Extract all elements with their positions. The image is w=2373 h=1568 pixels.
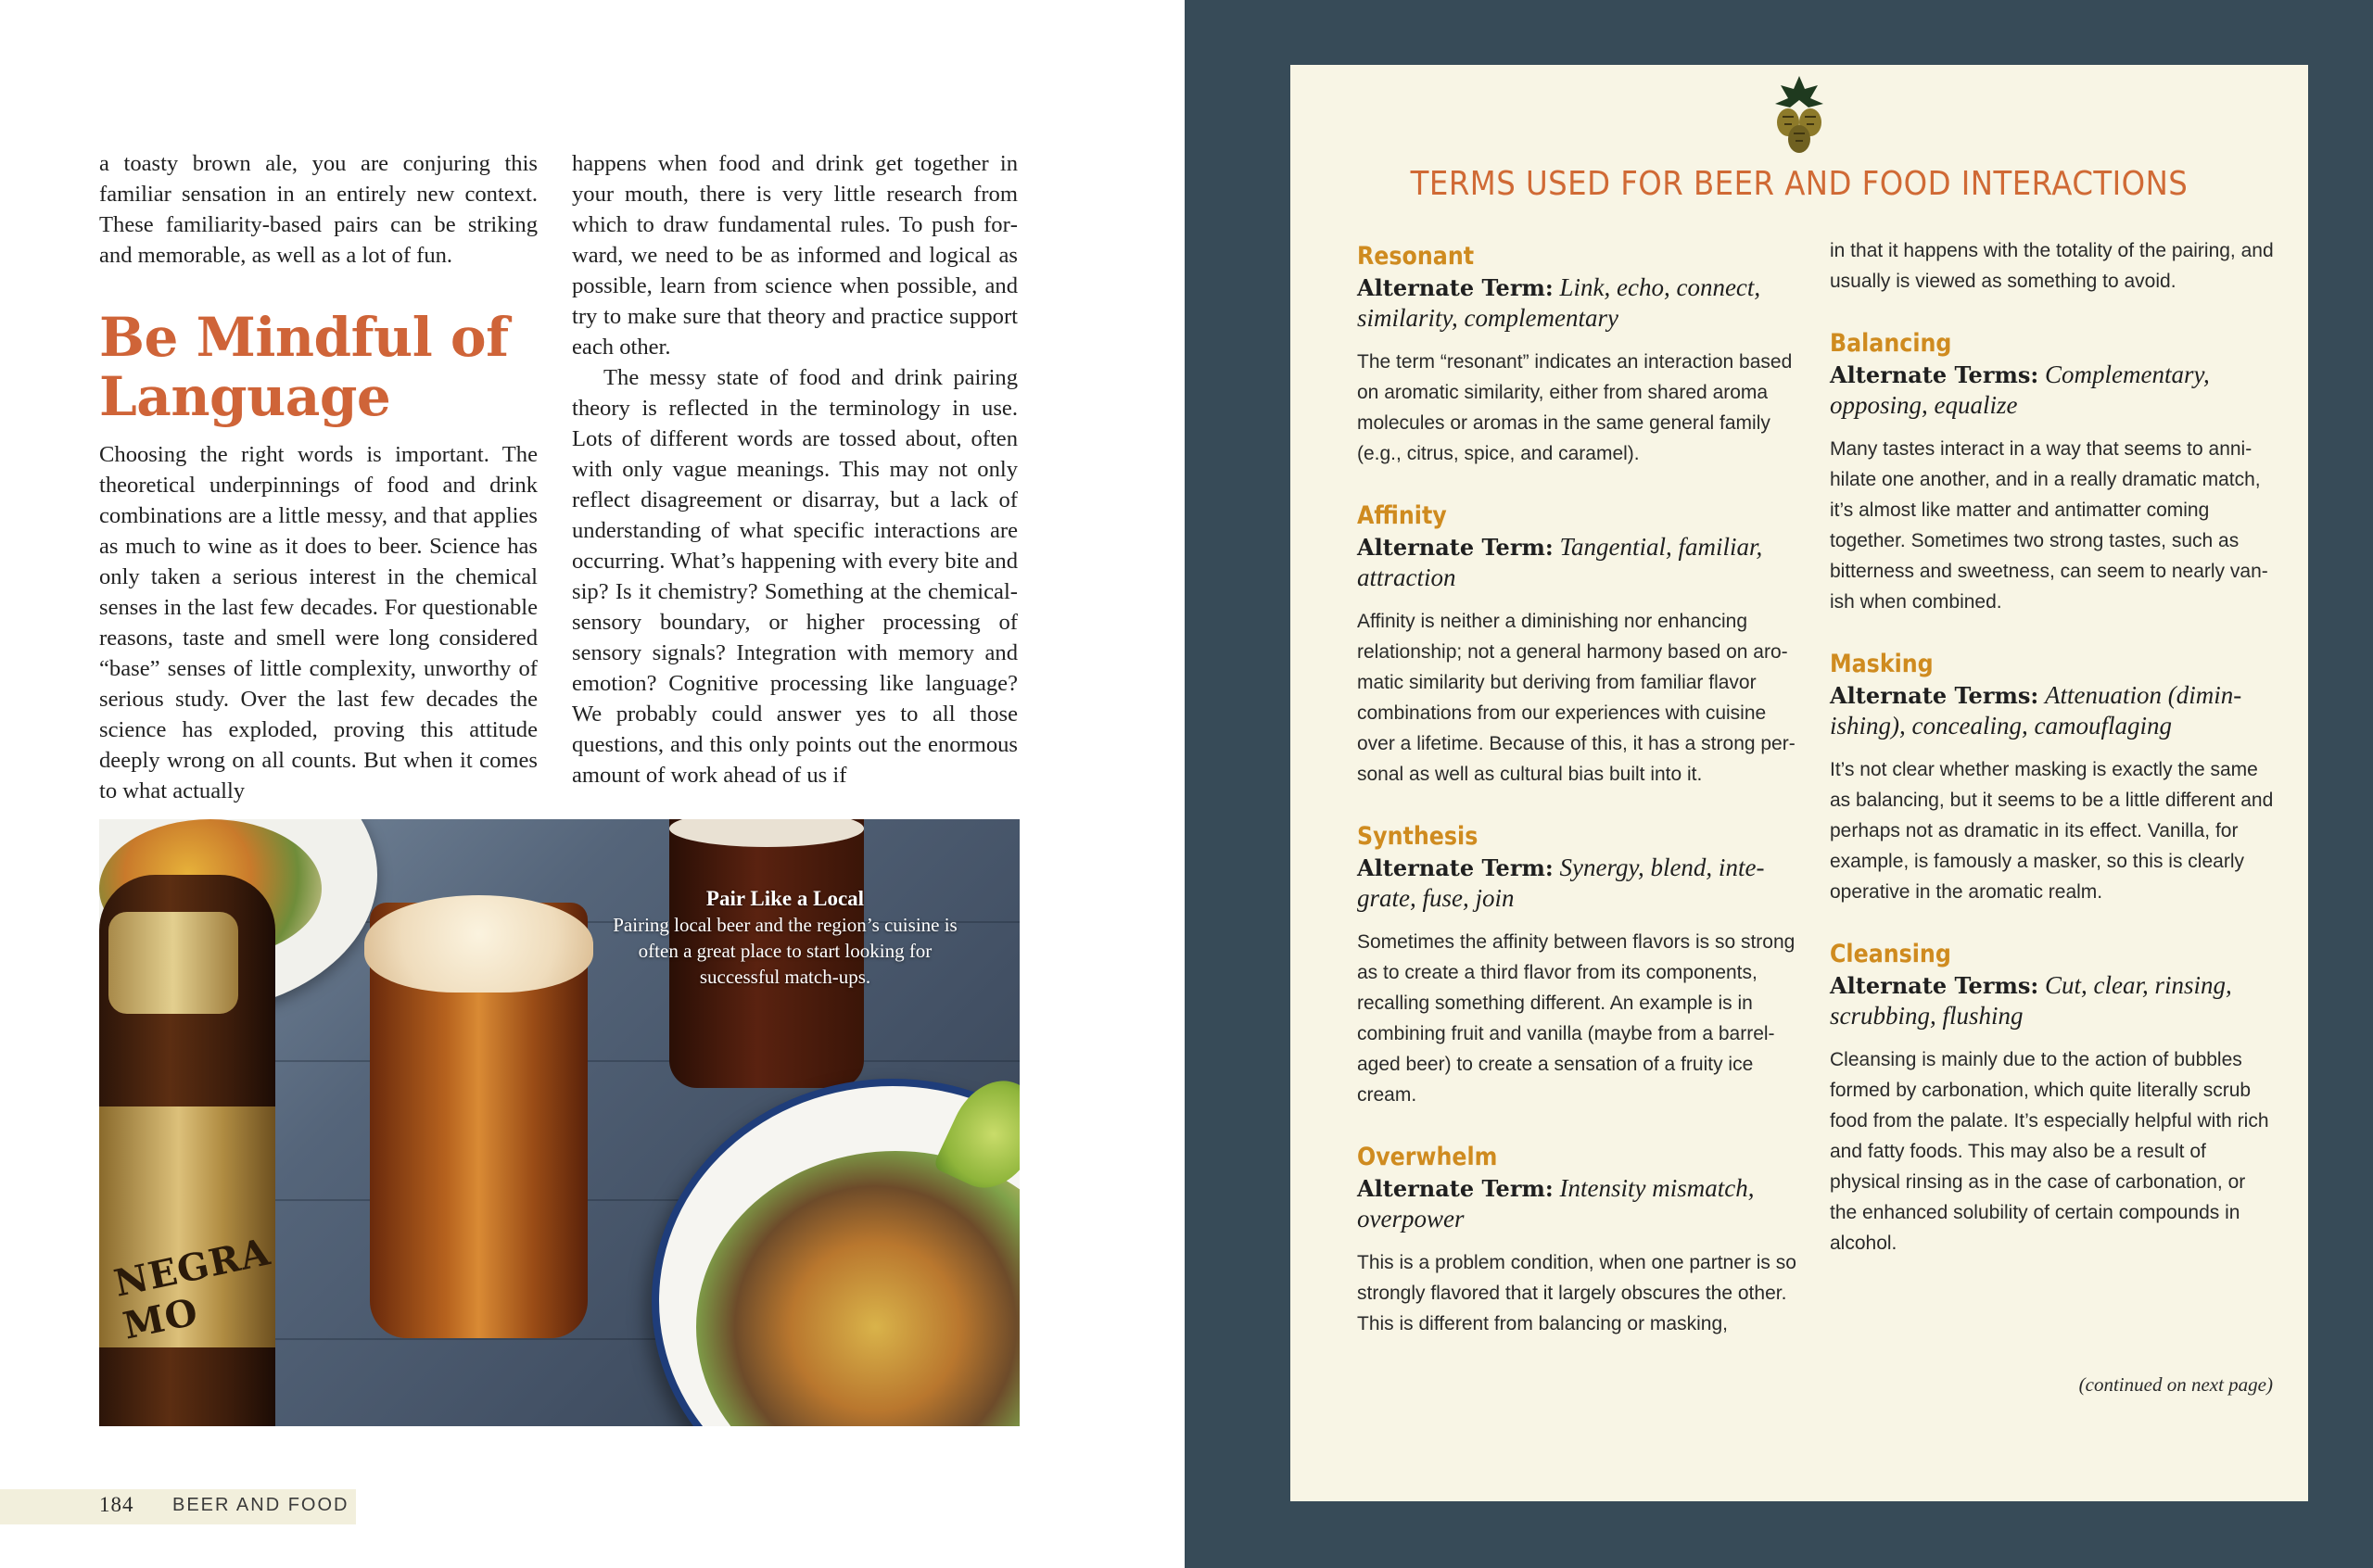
taco-food (696, 1151, 1020, 1426)
term-name: Resonant (1357, 242, 1475, 271)
body-paragraph: The messy state of food and drink pairing theory is reflected in the terminology in use. Lots of different words are tossed about, often with only vague meanings. This may not only reflect disagreement or disarray, but a lack of understanding of what specific interactions are occurring. What’s happening with every bite and sip? Is it chemistry? Something at the chemical-sensory boundary, or higher processing of sensory signals? Integration with memory and emotion? Cognitive processing like language? We probably could answer yes to all those questions, and this only points out the enormous amount of work ahead of us if (572, 365, 1018, 788)
terms-column-1 (1357, 241, 1802, 1371)
beer-foam (364, 895, 593, 993)
alternate-term: Alternate Term: Intensity mismatch, overpower (1357, 1174, 1755, 1233)
term-balancing (1830, 328, 2275, 617)
term-name: Synthesis (1357, 822, 1478, 851)
caption-title: Pair Like a Local (705, 887, 865, 910)
alternate-term: Alternate Terms: Attenuation (diminishing), concealing, camouflaging (1830, 681, 2242, 740)
term-description: The term “resonant” indicates an interaction based on aromatic similarity, either from shared aroma molecules or aromas in the same general family (e.g., citrus, spice, and caramel). (1357, 351, 1793, 464)
term-description: Many tastes interact in a way that seems to annihilate one another, and in a really dramatic match, it’s almost like matter and antimatter coming together. Sometimes two strong tastes, such as bitterness and sweetness, can seem to nearly vanish when combined. (1830, 438, 2268, 613)
bottle-label-text: NEGRA MO (110, 1230, 274, 1348)
term-affinity (1357, 500, 1802, 790)
beer-foam (669, 819, 864, 847)
body-paragraph: happens when food and drink get together in your mouth, there is very little research from which to draw fundamental rules. To push forward, we need to be as informed and logical as possible, learn from science when possible, and try to make sure that theory and practice support each other. (572, 151, 1018, 360)
term-name: Balancing (1830, 329, 1952, 358)
sidebar-panel (1290, 65, 2308, 1501)
term-resonant (1357, 241, 1802, 469)
term-overwhelm (1357, 1142, 1802, 1339)
running-footer: BEER AND FOOD (172, 1495, 349, 1515)
term-name: Overwhelm (1357, 1143, 1498, 1171)
page-number: 184 (99, 1493, 134, 1516)
term-name: Masking (1830, 650, 1934, 678)
term-cleansing (1830, 939, 2275, 1258)
hops-icon (1762, 72, 1836, 156)
term-description: This is a problem condition, when one partner is so strongly flavored that it largely obscures the other. This is different from balancing or masking, (1357, 1252, 1796, 1334)
term-name: Affinity (1357, 501, 1447, 530)
caption-text: Pairing local beer and the region’s cuisine is often a great place to start looking for successful match-ups. (613, 914, 958, 988)
alternate-term: Alternate Term: Synergy, blend, integrate, fuse, join (1357, 854, 1765, 912)
term-description: Affinity is neither a diminishing nor enhancing relationship; not a general harmony based on aromatic similarity but deriving from familiar flavor combinations from our experiences with cuisine over a lifetime. Because of this, it has a strong personal as well as cultural bias built into it. (1357, 611, 1796, 785)
beer-bottle (99, 875, 275, 1426)
alternate-term: Alternate Terms: Cut, clear, rinsing, scrubbing, flushing (1830, 971, 2232, 1030)
photo-caption (600, 886, 971, 990)
term-description: Cleansing is mainly due to the action of bubbles formed by carbonation, which quite literally scrub food from the palate. It’s especially helpful with rich and fatty foods. This may also be a result of physical rinsing as in the case of carbonation, or the enhanced solubility of certain compounds in alcohol. (1830, 1049, 2269, 1254)
term-name: Cleansing (1830, 940, 1951, 968)
section-heading: Be Mindful of Language (99, 306, 509, 428)
continued-note: (continued on next page) (2078, 1373, 2273, 1396)
right-page (1185, 0, 2373, 1568)
beer-and-tacos-photo (99, 819, 1020, 1426)
alternate-term: Alternate Term: Link, echo, connect, similarity, complementary (1357, 273, 1761, 332)
alternate-term: Alternate Terms: Complementary, opposing, equalize (1830, 360, 2210, 419)
body-paragraph: Choosing the right words is important. The theoretical underpinnings of food and drink combinations are a little messy, and that applies as much to wine as it does to beer. Science has only taken a serious interest in the chemical senses in the last few decades. For questionable reasons, taste and smell were long considered “base” senses of little complexity, unworthy of serious study. Over the last few decades the science has exploded, proving this attitude deeply wrong on all counts. But when it comes to what actually (99, 442, 538, 803)
term-synthesis (1357, 821, 1802, 1110)
alternate-term: Alternate Term: Tangential, familiar, attraction (1357, 533, 1763, 591)
left-page (0, 0, 1185, 1568)
term-description: It’s not clear whether masking is exactly the same as balancing, but it seems to be a little different and perhaps not as dramatic in its effect. Vanilla, for example, is famously a masker, so this is clearly operative in the aromatic realm. (1830, 759, 2274, 903)
terms-column-2 (1830, 241, 2275, 1290)
term-masking (1830, 649, 2275, 907)
bottle-neck-label (108, 912, 238, 1014)
intro-paragraph: a toasty brown ale, you are conjuring this familiar sensation in an entirely new context. These familiarity-based pairs can be striking and memorable, as well as a lot of fun. (99, 151, 538, 268)
left-column-1 (99, 148, 538, 806)
term-description-continued: in that it happens with the totality of the pairing, and usually is viewed as something to avoid. (1830, 240, 2274, 292)
amber-beer-glass (370, 903, 588, 1338)
left-column-2 (572, 148, 1018, 790)
panel-title: TERMS USED FOR BEER AND FOOD INTERACTIONS (1410, 165, 2189, 203)
term-description: Sometimes the affinity between flavors is so strong as to create a third flavor from its components, recalling something different. An example is in combining fruit and vanilla (maybe from a barrel-aged beer) to create a sensation of a fruity ice cream. (1357, 931, 1796, 1106)
